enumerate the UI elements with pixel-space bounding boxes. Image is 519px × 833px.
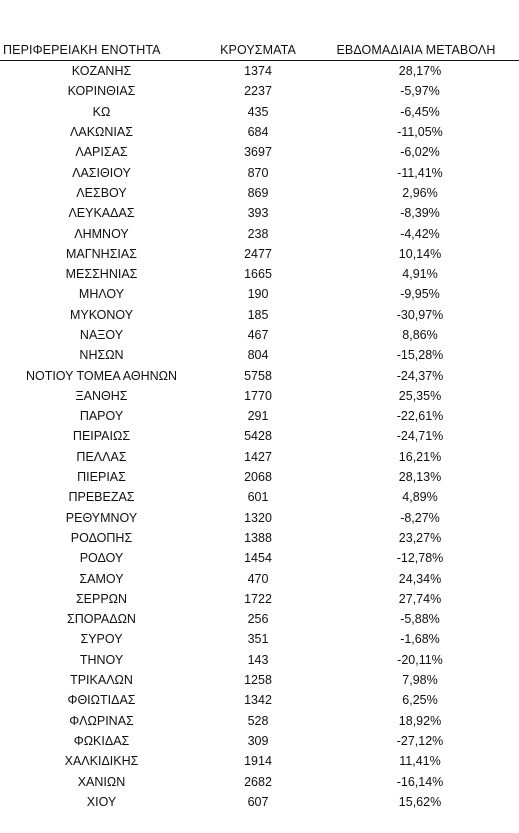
weekly-change-cell: -6,02% xyxy=(400,145,440,160)
table-row xyxy=(0,61,519,82)
weekly-change-cell: -5,97% xyxy=(400,84,440,99)
table-row xyxy=(0,386,519,406)
cases-cell: 5758 xyxy=(244,368,272,383)
region-cell: ΠΕΛΛΑΣ xyxy=(76,449,127,464)
table-row xyxy=(0,548,519,568)
cases-cell: 238 xyxy=(247,226,269,241)
cases-cell: 684 xyxy=(247,125,269,140)
header-cases: ΚΡΟΥΣΜΑΤΑ xyxy=(203,40,313,61)
table-row xyxy=(0,244,519,264)
table-row xyxy=(0,284,519,304)
cases-cell: 435 xyxy=(247,104,269,119)
cases-cell: 1374 xyxy=(244,64,272,79)
table-row xyxy=(0,629,519,649)
region-cell: ΜΑΓΝΗΣΙΑΣ xyxy=(66,246,137,261)
cases-cell: 470 xyxy=(247,571,269,586)
table-row xyxy=(0,81,519,101)
region-cell: ΦΩΚΙΔΑΣ xyxy=(73,733,130,748)
weekly-change-cell: -5,88% xyxy=(400,612,440,627)
table-header xyxy=(0,40,519,61)
table-row xyxy=(0,568,519,588)
table-row xyxy=(0,426,519,446)
table-row xyxy=(0,183,519,203)
region-cell: ΡΟΔΟΠΗΣ xyxy=(70,530,133,545)
table-row xyxy=(0,122,519,142)
cases-cell: 1320 xyxy=(244,510,272,525)
region-cell: ΛΑΣΙΘΙΟΥ xyxy=(72,165,131,180)
region-cell: ΚΩ xyxy=(92,104,111,119)
table-row xyxy=(0,203,519,223)
cases-cell: 1722 xyxy=(244,591,272,606)
table-row xyxy=(0,487,519,507)
cases-cell: 2477 xyxy=(244,246,272,261)
weekly-change-cell: -20,11% xyxy=(397,652,443,667)
region-cell: ΡΟΔΟΥ xyxy=(79,551,124,566)
cases-cell: 2068 xyxy=(244,470,272,485)
cases-cell: 804 xyxy=(247,348,269,363)
cases-cell: 601 xyxy=(247,490,269,505)
cases-cell: 185 xyxy=(247,307,269,322)
region-cell: ΞΑΝΘΗΣ xyxy=(75,388,128,403)
region-cell: ΠΡΕΒΕΖΑΣ xyxy=(68,490,135,505)
cases-cell: 1427 xyxy=(244,449,272,464)
table-row xyxy=(0,508,519,528)
table-row xyxy=(0,690,519,710)
weekly-change-cell: -16,14% xyxy=(396,774,444,789)
weekly-change-cell: -8,39% xyxy=(400,206,440,221)
cases-cell: 256 xyxy=(247,612,269,627)
table-row xyxy=(0,406,519,426)
cases-cell: 291 xyxy=(247,409,269,424)
weekly-change-cell: 11,41% xyxy=(399,754,441,769)
region-cell: ΦΘΙΩΤΙΔΑΣ xyxy=(67,693,136,708)
cases-cell: 1258 xyxy=(244,673,272,688)
weekly-change-cell: 23,27% xyxy=(398,530,442,545)
region-cell: ΠΕΙΡΑΙΩΣ xyxy=(72,429,131,444)
region-cell: ΠΙΕΡΙΑΣ xyxy=(77,470,126,485)
cases-cell: 190 xyxy=(247,287,269,302)
weekly-change-cell: 8,86% xyxy=(402,328,438,342)
region-cell: ΝΟΤΙΟΥ ΤΟΜΕΑ ΑΘΗΝΩΝ xyxy=(25,368,178,383)
cases-cell: 870 xyxy=(247,165,269,180)
weekly-change-cell: -15,28% xyxy=(396,348,444,363)
cases-cell: 2237 xyxy=(244,84,272,99)
cases-cell: 869 xyxy=(247,185,269,200)
region-cell: ΛΑΡΙΣΑΣ xyxy=(75,145,128,160)
cases-cell: 393 xyxy=(247,206,269,221)
table-row xyxy=(0,102,519,122)
table-row xyxy=(0,650,519,670)
region-cell: ΛΑΚΩΝΙΑΣ xyxy=(70,125,133,140)
weekly-change-cell: 28,17% xyxy=(398,64,442,79)
region-cell: ΦΛΩΡΙΝΑΣ xyxy=(69,713,134,728)
table-row xyxy=(0,162,519,182)
header-region: ΠΕΡΙΦΕΡΕΙΑΚΗ ΕΝΟΤΗΤΑ xyxy=(0,40,203,61)
weekly-change-cell: 4,89% xyxy=(402,490,438,505)
region-cell: ΝΑΞΟΥ xyxy=(79,328,124,342)
table-row xyxy=(0,325,519,345)
weekly-change-cell: 4,91% xyxy=(402,267,438,282)
weekly-change-cell: -1,68% xyxy=(400,632,440,647)
region-cell: ΜΕΣΣΗΝΙΑΣ xyxy=(65,267,138,282)
cases-cell: 467 xyxy=(247,328,269,342)
weekly-change-cell: -27,12% xyxy=(396,733,444,748)
cases-cell: 309 xyxy=(247,733,269,748)
region-cell: ΛΕΣΒΟΥ xyxy=(76,185,127,200)
region-cell: ΧΙΟΥ xyxy=(86,794,117,809)
weekly-change-cell: 2,96% xyxy=(402,185,438,200)
cases-cell: 528 xyxy=(247,713,269,728)
region-cell: ΣΕΡΡΩΝ xyxy=(75,591,128,606)
table-row xyxy=(0,731,519,751)
weekly-change-cell: -4,42% xyxy=(400,226,440,241)
header-row xyxy=(0,40,519,61)
weekly-change-cell: 6,25% xyxy=(402,693,438,708)
table-row xyxy=(0,609,519,629)
weekly-change-cell: 24,34% xyxy=(398,571,442,586)
table-row xyxy=(0,264,519,284)
weekly-change-cell: -22,61% xyxy=(396,409,444,424)
cases-cell: 2682 xyxy=(244,774,272,789)
region-cell: ΧΑΛΚΙΔΙΚΗΣ xyxy=(64,754,139,769)
table-row xyxy=(0,771,519,791)
table-row xyxy=(0,345,519,365)
weekly-change-cell: 18,92% xyxy=(398,713,442,728)
region-cell: ΤΡΙΚΑΛΩΝ xyxy=(70,673,133,688)
cases-cell: 1454 xyxy=(244,551,272,566)
weekly-change-cell: -6,45% xyxy=(400,104,440,119)
weekly-change-cell: 28,13% xyxy=(398,470,442,485)
region-cell: ΜΗΛΟΥ xyxy=(78,287,125,302)
weekly-change-cell: 27,74% xyxy=(398,591,442,606)
weekly-change-cell: 10,14% xyxy=(398,246,442,261)
region-cell: ΣΑΜΟΥ xyxy=(79,571,124,586)
table-row xyxy=(0,223,519,243)
weekly-change-cell: 15,62% xyxy=(398,794,442,809)
region-cell: ΛΕΥΚΑΔΑΣ xyxy=(68,206,135,221)
cases-cell: 1388 xyxy=(244,530,272,545)
table-row xyxy=(0,528,519,548)
table-row xyxy=(0,365,519,385)
weekly-change-cell: -11,41% xyxy=(397,165,443,180)
weekly-change-cell: -8,27% xyxy=(400,510,440,525)
table-row xyxy=(0,751,519,771)
region-cell: ΚΟΡΙΝΘΙΑΣ xyxy=(67,84,136,99)
region-cell: ΠΑΡΟΥ xyxy=(79,409,124,424)
cases-cell: 3697 xyxy=(244,145,272,160)
cases-cell: 5428 xyxy=(244,429,272,444)
weekly-change-cell: -9,95% xyxy=(400,287,440,302)
table-row xyxy=(0,142,519,162)
table-row xyxy=(0,447,519,467)
weekly-change-cell: 25,35% xyxy=(398,388,442,403)
cases-cell: 1770 xyxy=(244,388,272,403)
header-weekly-change: ΕΒΔΟΜΑΔΙΑΙΑ ΜΕΤΑΒΟΛΗ xyxy=(313,40,519,61)
region-cell: ΛΗΜΝΟΥ xyxy=(74,226,129,241)
region-cell: ΡΕΘΥΜΝΟΥ xyxy=(65,510,138,525)
weekly-change-cell: -24,37% xyxy=(396,368,444,383)
table-row xyxy=(0,305,519,325)
region-cell: ΧΑΝΙΩΝ xyxy=(77,774,126,789)
weekly-change-cell: -30,97% xyxy=(396,307,444,322)
cases-cell: 607 xyxy=(247,794,269,809)
table-row xyxy=(0,467,519,487)
table-row xyxy=(0,589,519,609)
cases-cell: 1342 xyxy=(244,693,272,708)
weekly-change-cell: -24,71% xyxy=(396,429,444,444)
cases-cell: 1665 xyxy=(244,267,272,282)
region-cell: ΚΟΖΑΝΗΣ xyxy=(71,64,132,79)
region-cell: ΣΠΟΡΑΔΩΝ xyxy=(67,612,136,627)
weekly-change-cell: -11,05% xyxy=(397,125,443,140)
region-cell: ΤΗΝΟΥ xyxy=(79,652,124,667)
cases-cell: 351 xyxy=(247,632,269,647)
cases-cell: 1914 xyxy=(244,754,272,769)
table-row xyxy=(0,792,519,812)
table-body xyxy=(0,61,519,812)
region-cell: ΣΥΡΟΥ xyxy=(80,632,123,647)
region-cell: ΜΥΚΟΝΟΥ xyxy=(69,307,134,322)
cases-cell: 143 xyxy=(247,652,269,667)
table-row xyxy=(0,711,519,731)
weekly-change-cell: 16,21% xyxy=(398,449,442,464)
weekly-change-cell: -12,78% xyxy=(396,551,444,566)
cases-table xyxy=(0,40,519,812)
region-cell: ΝΗΣΩΝ xyxy=(79,348,124,363)
weekly-change-cell: 7,98% xyxy=(402,673,438,688)
table-row xyxy=(0,670,519,690)
